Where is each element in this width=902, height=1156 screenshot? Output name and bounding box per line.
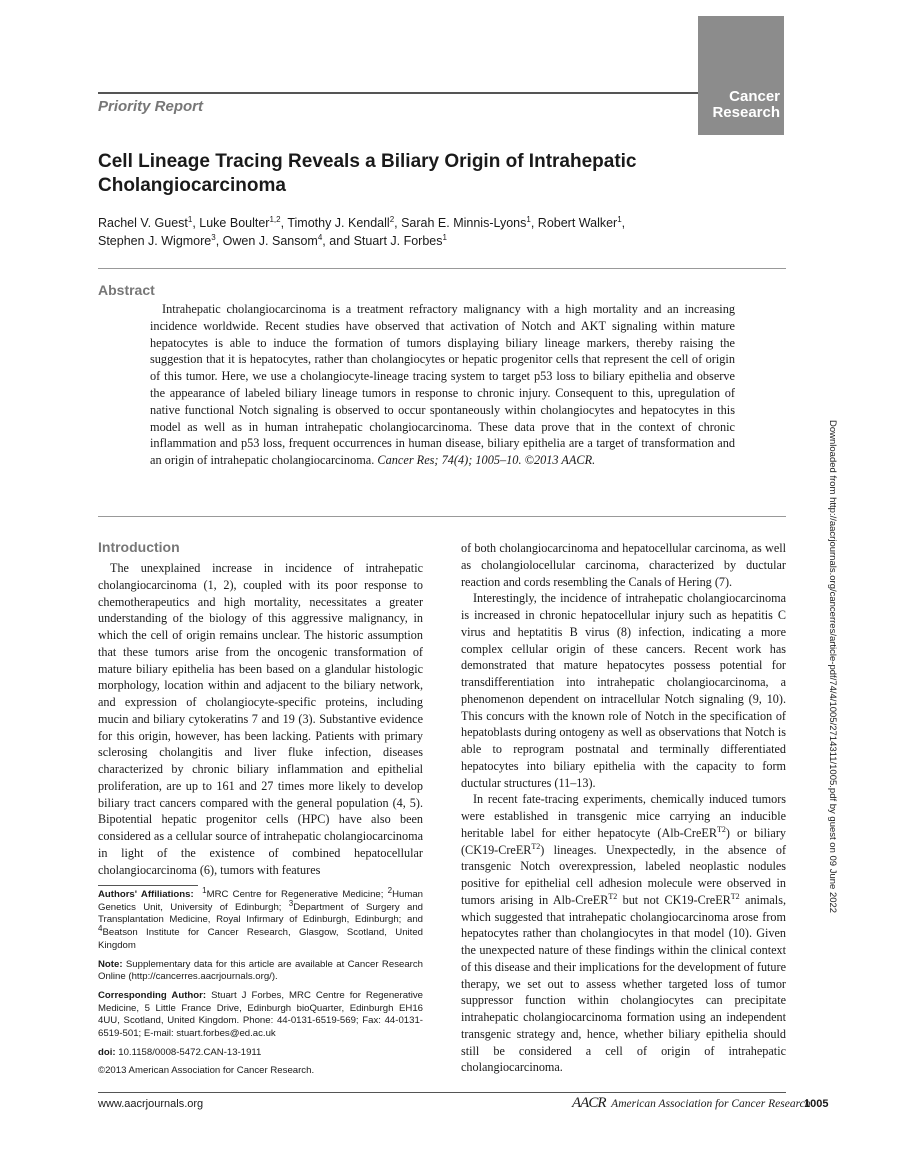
abstract-text: Intrahepatic cholangiocarcinoma is a treatment refractory malignancy with a high mortality and an increasing incidence worldwide. Recent studies have observed that activation of Notch and AKT signaling within mature hepatocytes is able to induce the formation of tumors displaying biliary lineage markers, thereby raising the suggestion that it is hepatocytes, rather than cholangiocytes or hepatic progenitor cells that represent the cell of origin of this tumor. Here, we use a cholangiocyte-lineage tracing system to target p53 loss to biliary epithelia and observe the appearance of labeled biliary lineage tumors in response to chronic injury. Consequent to this, upregulation of native functional Notch signaling is observed to occur spontaneously within cholangiocytes and hepatocytes in this model as well as in human intrahepatic cholangiocarcinoma. These data prove that in the context of chronic inflammation and p53 loss, frequent occurrences in human disease, biliary epithelia are a target of transformation and an origin of intrahepatic cholangiocarcinoma. bbox=[150, 302, 735, 468]
abstract-bottom-rule bbox=[98, 516, 786, 517]
doi-note: doi: 10.1158/0008-5472.CAN-13-1911 bbox=[98, 1046, 262, 1058]
page-number: 1005 bbox=[804, 1098, 829, 1110]
header-rule bbox=[98, 92, 698, 94]
journal-logo-box bbox=[698, 16, 784, 135]
right-column bbox=[461, 540, 786, 1076]
abstract-body bbox=[150, 301, 735, 469]
author-list bbox=[98, 214, 738, 250]
abstract-heading: Abstract bbox=[98, 282, 155, 298]
author: Rachel V. Guest$^1$, bbox=[98, 214, 200, 230]
footer-org-name: American Association for Cancer Research bbox=[611, 1098, 811, 1110]
intro-paragraph: In recent fate-tracing experiments, chemically induced tumors were established in transgenic mice carrying an inducible heritable label for either hepatocyte (Alb-CreER$^{T2}$) or biliary (CK19-CreER$^{T2}$) lineages. Unexpectedly, in the absence of transgenic Notch overexpression, labeled neoplastic nodules positive for epithelial cell adhesion molecule were observed in tumors arising in Alb-CreER$^{T2}$ but not CK19-CreER$^{T2}$ animals, which suggested that intrahepatic cholangiocarcinoma arose from hepatocytes rather than cholangiocytes in that model (10). Given the unexpected nature of these findings within the clinical context of this disease and their implications for the development of future therapy, we set out to assess whether targeted loss of tumor suppressor function within cholangiocytes can precipitate intrahepatic cholangiocarcinoma formation using an independent transgenic strategy and, hence, whether biliary epithelia should still be considered a cell of origin of intrahepatic cholangiocarcinoma. bbox=[461, 792, 786, 1075]
intro-paragraph: The unexplained increase in incidence of intrahepatic cholangiocarcinoma (1, 2), coupled with its poor response to chemotherapeutics and high mortality, necessitates a greater understanding of the biology of this aggressive malignancy, in which the cell of origin remains unclear. The historic assumption that these tumors arise from the oncogenic transformation of mature biliary epithelia has been based on a glandular histologic morphology, location within and adjacent to the biliary network, and expression of cholangiocyte-specific proteins, including mucin and biliary cytokeratins 7 and 19 (3). Substantive evidence for this origin, however, has been lacking. Patients with primary sclerosing cholangitis and liver fluke infection, diseases characterized by chronic biliary inflammation and epithelial proliferation, are up to 161 and 27 times more likely to develop biliary tract cancers compared with the general population (4, 5). Bipotential hepatic progenitor cells (HPC) have also been considered as a cellular source of intrahepatic cholangiocarcinoma in light of the existence of combined hepatocellular cholangiocarcinoma (6), tumors with features bbox=[98, 561, 423, 877]
author: Luke Boulter$^{1,2}$, bbox=[199, 214, 288, 230]
author: Stephen J. Wigmore$^3$, bbox=[98, 232, 223, 248]
footer-organization bbox=[572, 1095, 810, 1112]
journal-name-line2: Research bbox=[712, 104, 780, 121]
section-label: Priority Report bbox=[98, 98, 204, 115]
affiliations-note: Authors' Affiliations: $^1$MRC Centre for Regenerative Medicine; $^2$Human Genetics Unit, University of Edinburgh; $^3$Department of Surgery and Transplantation Medicine, Royal Infirmary of Edinburgh, Edinburgh; and $^4$Beatson Institute for Cancer Research, Glasgow, Scotland, United Kingdom bbox=[98, 885, 424, 951]
journal-name bbox=[712, 89, 780, 121]
footer-url[interactable]: www.aacrjournals.org bbox=[98, 1098, 204, 1110]
supplementary-note: Note: Supplementary data for this article are available at Cancer Research Online (http://cancerres.aacrjournals.org/). bbox=[98, 958, 423, 983]
footnote-rule bbox=[98, 885, 198, 886]
author: Stuart J. Forbes$^1$ bbox=[353, 232, 447, 248]
author: Sarah E. Minnis-Lyons$^1$, bbox=[401, 214, 538, 230]
download-watermark: Downloaded from http://aacrjournals.org/cancerres/article-pdf/74/4/1005/2714311/1005.pdf by guest on 09 June 2022 bbox=[827, 420, 838, 914]
introduction-heading: Introduction bbox=[98, 539, 180, 555]
intro-paragraph: Interestingly, the incidence of intrahepatic cholangiocarcinoma is increased in chronic hepatocellular injury such as hepatitis C virus and heptatitis B virus (8) infection, indicating a more complex cellular origin of these cancers. Recent work has demonstrated that mature hepatocytes possess potential for transdifferentiation into intrahepatic cholangiocarcinoma, a phenomenon dependent on intracellular Notch signaling (9, 10). This concurs with the known role of Notch in the specification of hepatoblasts during ontogeny as well as observations that Notch is able to reprogram postnatal and terminally differentiated hepatocytes into biliary epithelia with the capacity to form ductular structures (11–13). bbox=[461, 591, 786, 790]
author: Timothy J. Kendall$^2$, bbox=[287, 214, 402, 230]
intro-paragraph: of both cholangiocarcinoma and hepatocellular carcinoma, as well as cholangiolocellular carcinoma, characterized by ductular reaction and cords resembling the Canals of Hering (7). bbox=[461, 541, 786, 589]
author: Owen J. Sansom$^4$, and bbox=[222, 232, 354, 248]
footnotes bbox=[98, 885, 424, 1084]
footer-rule bbox=[98, 1092, 786, 1093]
article-title: Cell Lineage Tracing Reveals a Biliary Origin of Intrahepatic Cholangiocarcinoma bbox=[98, 151, 637, 196]
aacr-logo: AACR bbox=[572, 1095, 606, 1111]
left-column bbox=[98, 560, 423, 878]
journal-name-line1: Cancer bbox=[729, 88, 780, 105]
abstract-top-rule bbox=[98, 268, 786, 269]
author: Robert Walker$^1$, bbox=[537, 214, 626, 230]
copyright-note: ©2013 American Association for Cancer Research. bbox=[98, 1065, 315, 1077]
abstract-citation: Cancer Res; 74(4); 1005–10. ©2013 AACR. bbox=[377, 453, 596, 468]
corresponding-author-note: Corresponding Author: Stuart J Forbes, MRC Centre for Regenerative Medicine, 5 Little France Drive, Edinburgh bioQuarter, Edinburgh EH16 4UU, Scotland, United Kingdom. Phone: 44-0131-6519-569; Fax: 44-0131-6519-501; E-mail: stuart.forbes@ed.ac.uk bbox=[98, 989, 423, 1040]
